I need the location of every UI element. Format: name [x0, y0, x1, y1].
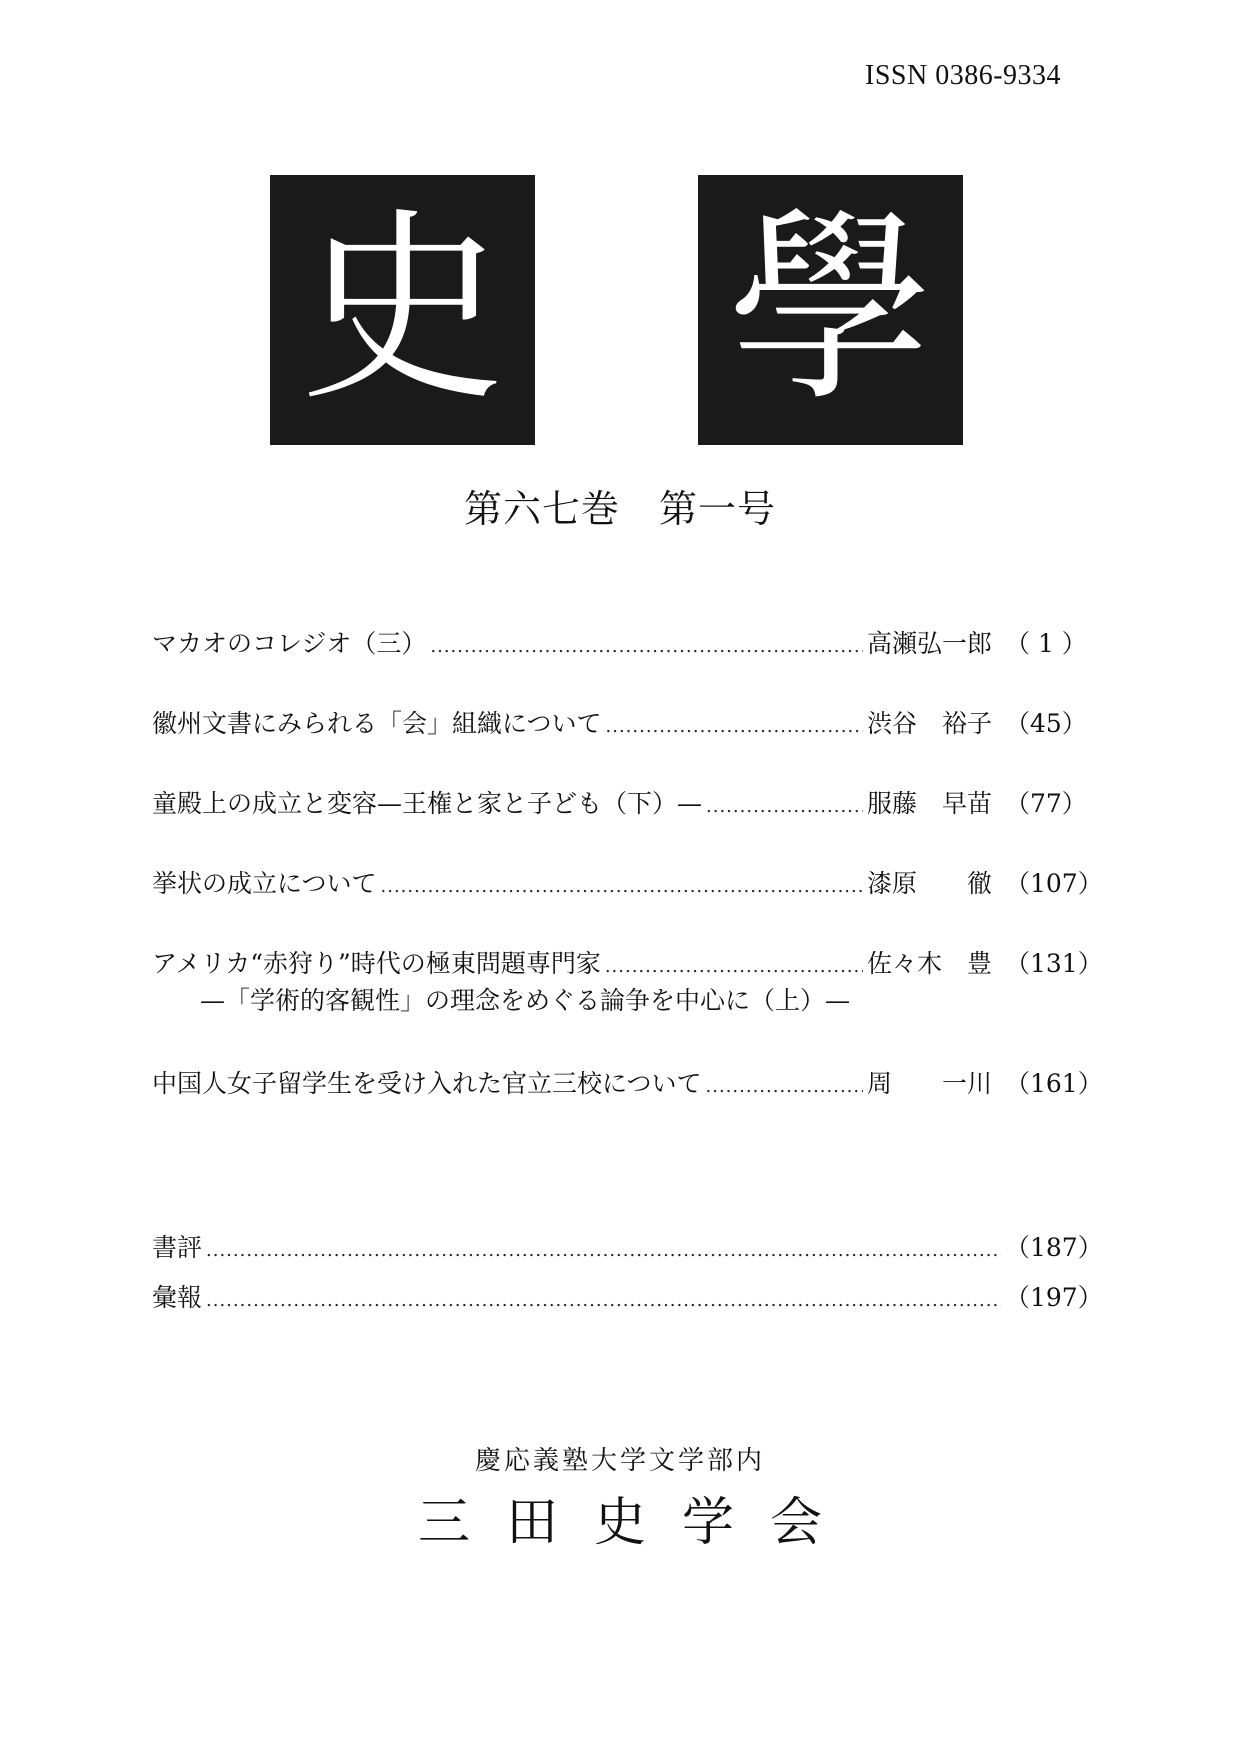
article-author: 周 一川: [867, 1069, 993, 1098]
leader-dots: [706, 796, 863, 817]
toc-entry: [152, 864, 1103, 904]
misc-entry: [152, 1228, 1103, 1278]
article-title: 挙状の成立について: [152, 869, 377, 898]
toc-entry: [152, 704, 1087, 744]
article-title: 中国人女子留学生を受け入れた官立三校について: [152, 1069, 702, 1098]
misc-contents: [152, 1228, 1103, 1328]
toc-entry: [152, 944, 1103, 984]
leader-dots: [706, 1076, 863, 1097]
article-page: （ 1 ）: [1005, 629, 1087, 658]
article-author: 渋谷 裕子: [867, 709, 993, 738]
article-subtitle: —「学術的客観性」の理念をめぐる論争を中心に（上）—: [200, 986, 851, 1015]
journal-title-char-1: 史: [300, 190, 505, 429]
misc-title: 彙報: [152, 1283, 203, 1312]
article-page: （45）: [1005, 709, 1087, 738]
volume-number: 第六七巻 第一号: [463, 487, 776, 531]
issn: ISSN 0386-9334: [865, 60, 1062, 91]
article-author: 漆原 徹: [867, 869, 993, 898]
journal-title-char-2: 學: [728, 190, 933, 429]
toc-entry: [152, 1064, 1103, 1104]
article-author: 服藤 早苗: [867, 789, 993, 818]
leader-dots: [430, 636, 863, 657]
article-title: アメリカ“赤狩り”時代の極東問題専門家: [152, 949, 601, 978]
publisher-name: 三田史学会: [417, 1493, 858, 1553]
misc-entry: [152, 1278, 1103, 1328]
article-title: マカオのコレジオ（三）: [152, 629, 427, 658]
leader-dots: [381, 876, 863, 897]
misc-page: （187）: [1005, 1233, 1103, 1262]
journal-title-block-left: [270, 175, 535, 445]
article-page: （107）: [1005, 869, 1103, 898]
leader-dots: [605, 956, 863, 977]
journal-title-block-right: [698, 175, 963, 445]
misc-page: （197）: [1005, 1283, 1103, 1312]
leader-dots: [206, 1240, 1001, 1261]
article-page: （131）: [1005, 949, 1103, 978]
article-page: （161）: [1005, 1069, 1103, 1098]
publisher-affiliation: 慶応義塾大学文学部内: [474, 1446, 765, 1476]
article-author: 佐々木 豊: [867, 949, 993, 978]
article-title: 童殿上の成立と変容—王権と家と子ども（下）—: [152, 789, 703, 818]
toc-entry: [152, 624, 1087, 664]
table-of-contents: [152, 624, 1103, 1104]
leader-dots: [606, 716, 863, 737]
article-title: 徽州文書にみられる「会」組織について: [152, 709, 602, 738]
article-author: 高瀬弘一郎: [867, 629, 993, 658]
toc-entry: [152, 784, 1087, 824]
article-page: （77）: [1005, 789, 1087, 818]
misc-title: 書評: [152, 1233, 203, 1262]
leader-dots: [206, 1290, 1001, 1311]
